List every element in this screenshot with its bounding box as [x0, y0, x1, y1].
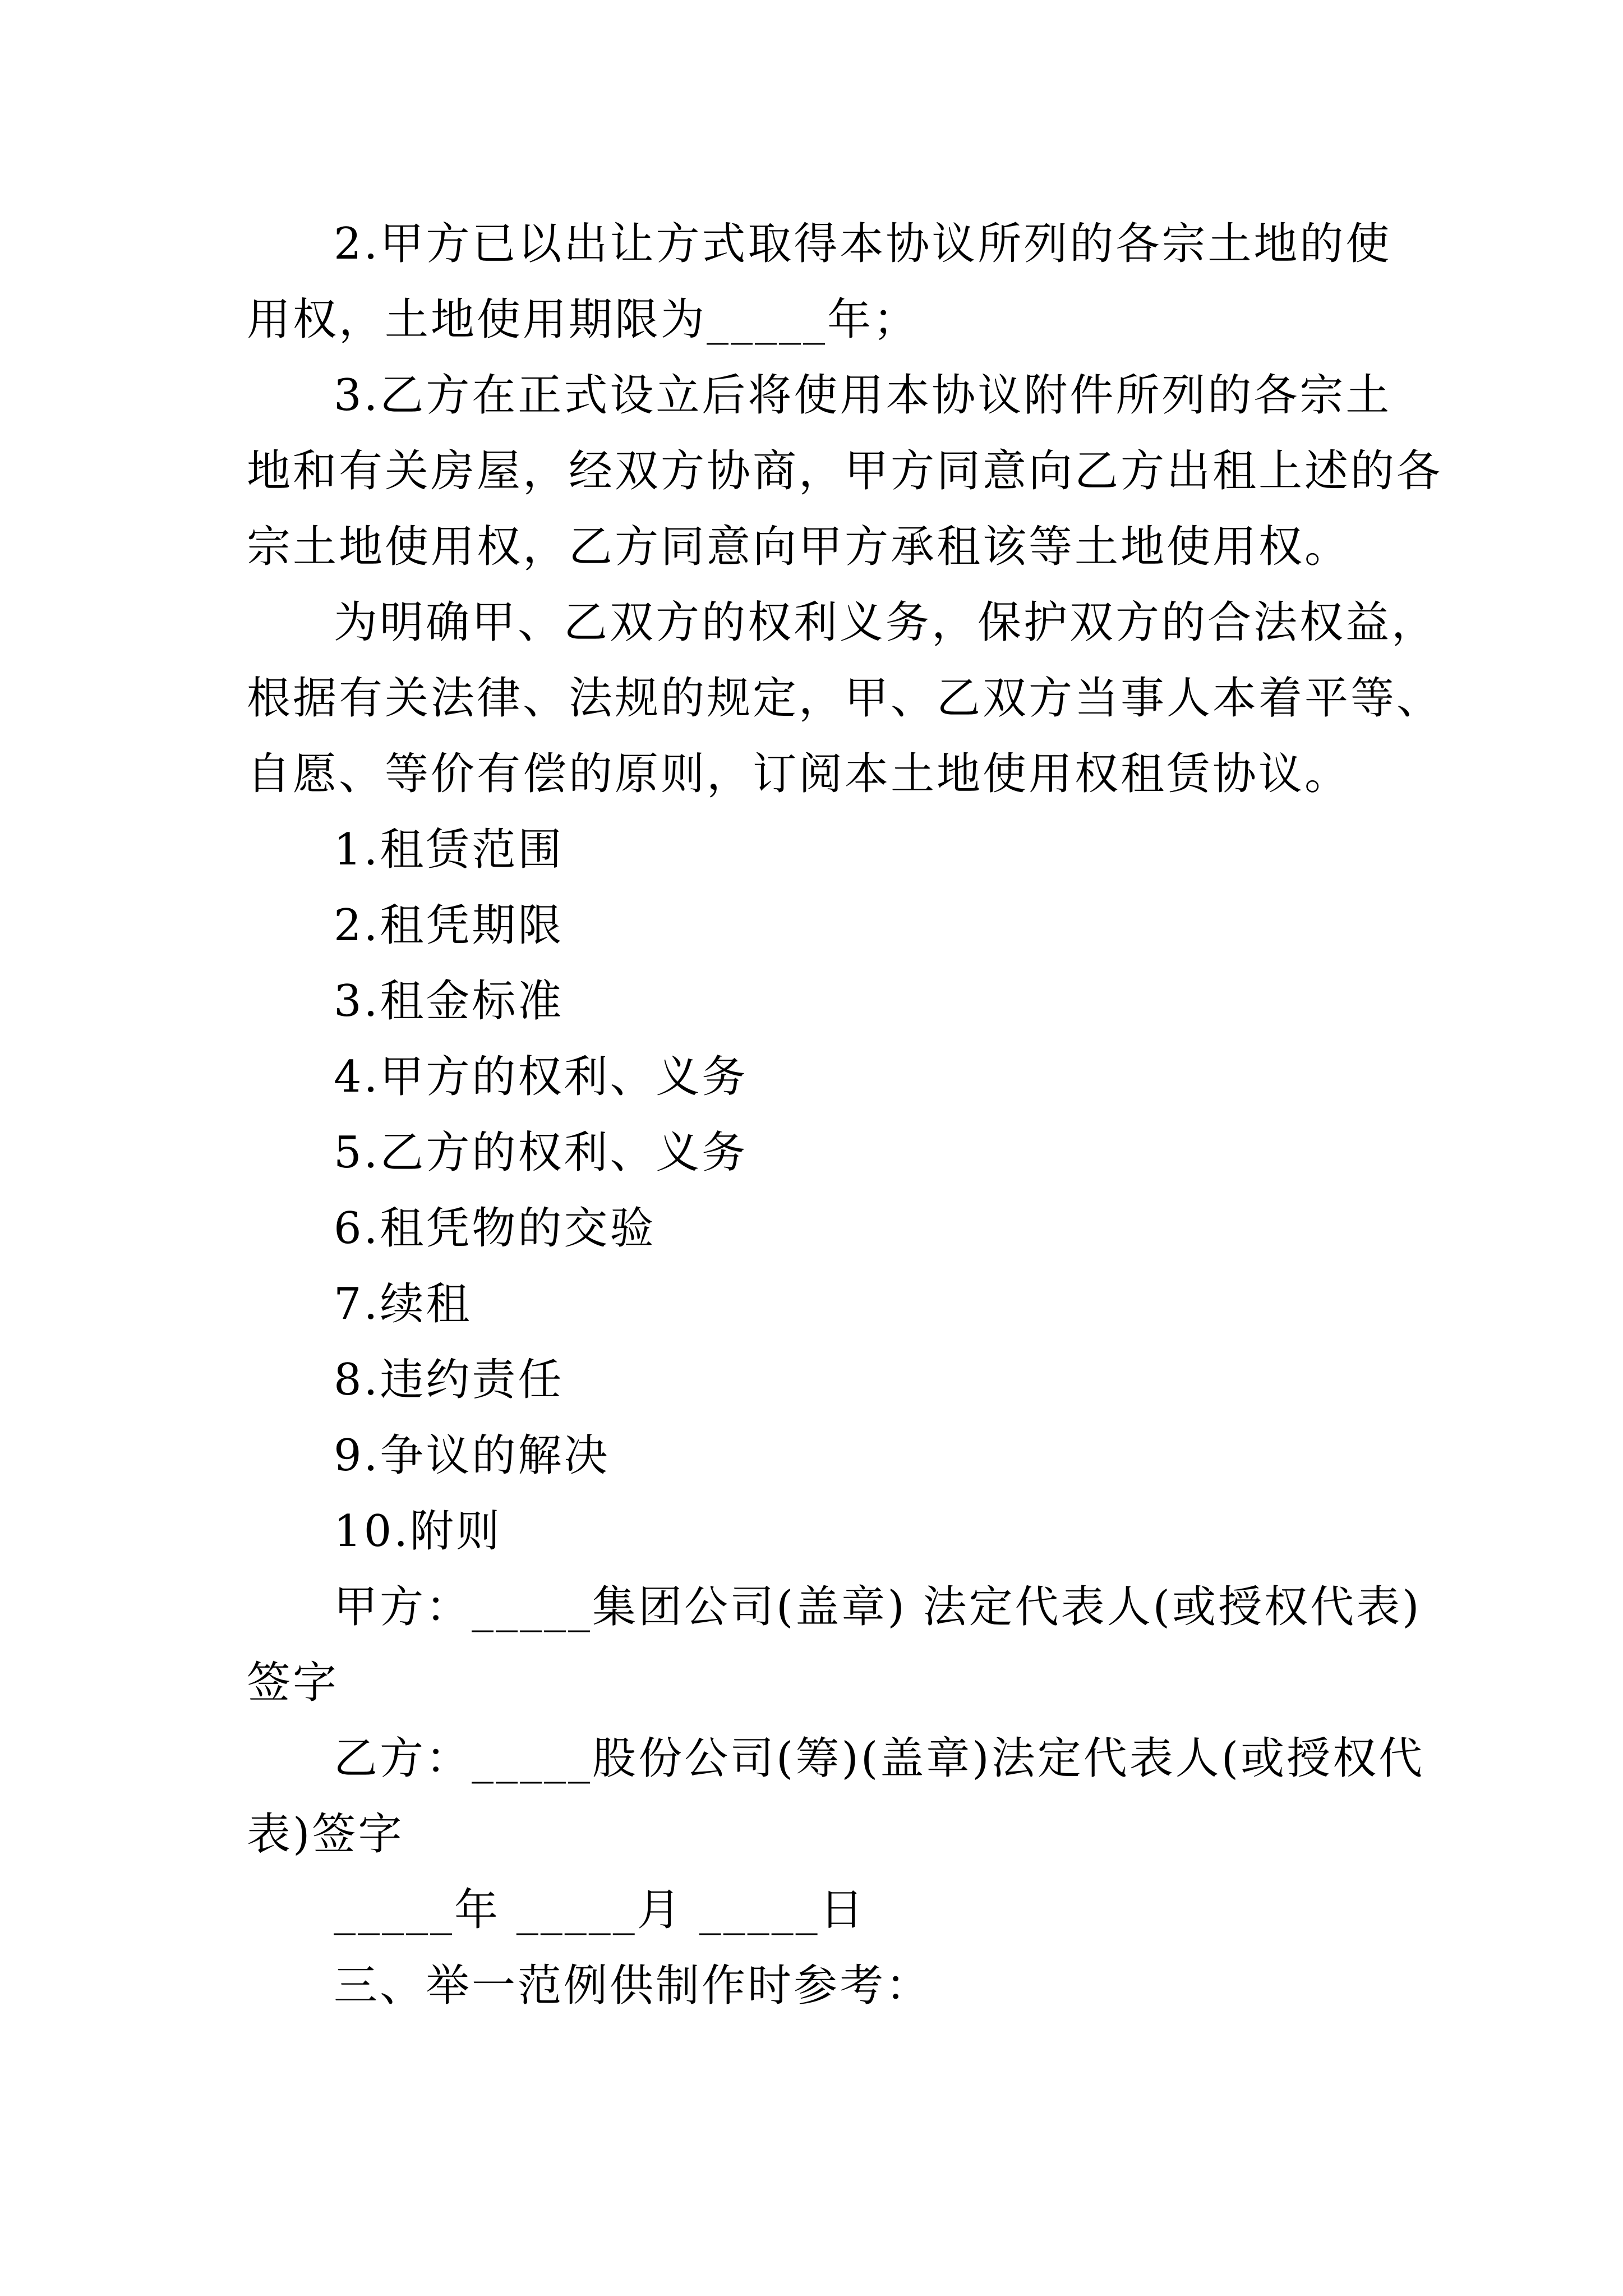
party-a-signature-label: 签字 — [247, 1658, 339, 1708]
paragraph-line: 用权，土地使用期限为_____年； — [247, 295, 920, 345]
list-item: 9.争议的解决 — [334, 1430, 610, 1481]
paragraph-line: 自愿、等价有偿的原则，订阅本土地使用权租赁协议。 — [247, 749, 1351, 799]
paragraph-line: 宗土地使用权，乙方同意向甲方承租该等土地使用权。 — [247, 522, 1351, 572]
list-item: 5.乙方的权利、义务 — [334, 1128, 748, 1178]
list-item: 4.甲方的权利、义务 — [334, 1052, 748, 1102]
list-item: 6.租凭物的交验 — [334, 1203, 656, 1254]
list-item: 7.续租 — [334, 1279, 472, 1329]
party-b-signature-label: 表)签字 — [247, 1809, 404, 1860]
list-item: 10.附则 — [334, 1506, 502, 1557]
party-b-signature-line: 乙方：_____股份公司(筹)(盖章)法定代表人(或授权代 — [334, 1733, 1425, 1784]
list-item: 3.租金标准 — [334, 976, 564, 1027]
list-item: 2.租凭期限 — [334, 900, 564, 951]
paragraph-line: 3.乙方在正式设立后将使用本协议附件所列的各宗土 — [334, 370, 1392, 421]
list-item: 8.违约责任 — [334, 1355, 564, 1405]
paragraph-line: 地和有关房屋，经双方协商，甲方同意向乙方出租上述的各 — [247, 446, 1443, 496]
section-heading: 三、举一范例供制作时参考： — [334, 1961, 932, 2011]
list-item: 1.租赁范围 — [334, 825, 564, 875]
paragraph-line: 根据有关法律、法规的规定，甲、乙双方当事人本着平等、 — [247, 673, 1443, 724]
paragraph-line: 为明确甲、乙双方的权利义务，保护双方的合法权益， — [334, 597, 1438, 648]
date-line: _____年 _____月 _____日 — [334, 1885, 866, 1935]
paragraph-line: 2.甲方已以出让方式取得本协议所列的各宗土地的使 — [334, 219, 1392, 269]
party-a-signature-line: 甲方：_____集团公司(盖章) 法定代表人(或授权代表) — [334, 1582, 1422, 1632]
